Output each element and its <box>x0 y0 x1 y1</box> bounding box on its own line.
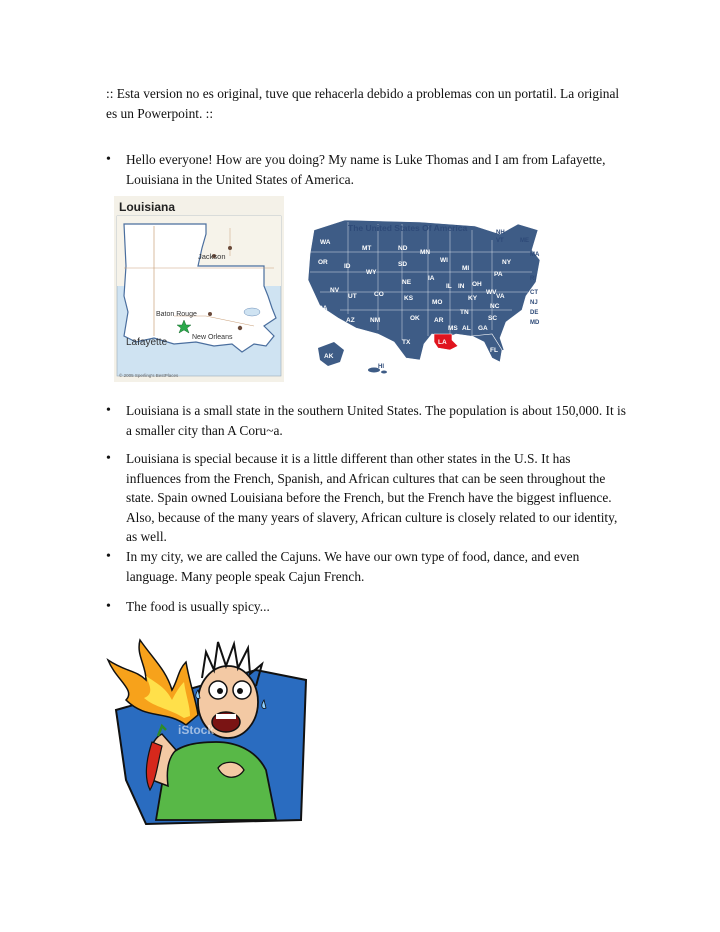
state-label: VT <box>496 238 504 244</box>
state-label: IL <box>446 283 452 290</box>
state-label: AK <box>324 353 334 360</box>
state-label: IA <box>428 275 435 282</box>
state-label: UT <box>348 293 357 300</box>
state-label: AZ <box>346 317 355 324</box>
state-label: NC <box>490 303 500 310</box>
louisiana-map <box>114 196 284 382</box>
bullet-text: Louisiana is a small state in the southern United States. The population is about 150,000. It is a smaller city than A Coru~a. <box>126 403 626 438</box>
state-label: SC <box>488 315 498 322</box>
state-label: FL <box>490 347 498 354</box>
bullet-item <box>106 547 626 586</box>
state-label: OK <box>410 315 420 322</box>
state-label: ME <box>520 238 529 244</box>
bullet-text: Louisiana is special because it is a little different than other states in the U.S. It has influences from the French, Spanish, and African cultures that can be seen throughout the state. Spain owned Louisiana before the French, but the French have the biggest influence. Also, because of the many years of slavery, African culture is closely related to our identity, as well. <box>126 451 618 544</box>
state-label: MI <box>462 265 470 272</box>
state-label: MN <box>420 249 431 256</box>
state-label: CO <box>374 291 384 298</box>
la-map-title: Louisiana <box>119 200 176 214</box>
bullet-symbol: • <box>106 403 111 418</box>
us-map-title: The United States Of America <box>348 223 468 233</box>
state-label: NM <box>370 317 381 324</box>
state-label: OR <box>318 259 328 266</box>
la-city-label: Baton Rouge <box>156 311 197 318</box>
state-label: NJ <box>530 300 538 306</box>
state-label: NY <box>502 259 512 266</box>
bullet-symbol: • <box>106 152 111 167</box>
state-label: WI <box>440 257 448 264</box>
bullet-symbol: • <box>106 599 111 614</box>
usa-map <box>300 210 550 382</box>
state-label: NE <box>402 279 412 286</box>
la-city-label: Lafayette <box>126 337 168 348</box>
state-label: WA <box>320 239 331 246</box>
la-city-label: New Orleans <box>192 334 233 341</box>
bullet-item <box>106 449 626 547</box>
bullet-item <box>106 150 626 189</box>
state-label: MA <box>530 252 540 258</box>
state-label: MO <box>432 299 443 306</box>
state-label: NH <box>496 230 505 236</box>
state-label: MS <box>448 325 458 332</box>
la-city-label: Jackson <box>198 252 226 261</box>
bullet-symbol: • <box>106 451 111 466</box>
bullet-item <box>106 401 626 440</box>
la-map-copyright: © 2005 Sperling's BestPlaces <box>119 373 179 378</box>
bullet-text: Hello everyone! How are you doing? My name is Luke Thomas and I am from Lafayette, Louisiana in the United States of America. <box>126 152 606 187</box>
state-label: MD <box>530 320 540 326</box>
state-label: KY <box>468 295 478 302</box>
state-label: ND <box>398 245 408 252</box>
state-label: CA <box>318 305 328 312</box>
state-label: AL <box>462 325 471 332</box>
state-label: SD <box>398 261 408 268</box>
spicy-food-cartoon <box>106 630 311 825</box>
state-label: CT <box>530 290 538 296</box>
state-label: ID <box>344 263 351 270</box>
intro-note: :: Esta version no es original, tuve que rehacerla debido a problemas con un portatil. La original es un Powerpoint. :: <box>106 86 620 121</box>
state-label: IN <box>458 283 465 290</box>
state-label: KS <box>404 295 414 302</box>
state-label: MT <box>362 245 372 252</box>
state-label: DE <box>530 310 539 316</box>
state-label: TX <box>402 339 411 346</box>
state-label: GA <box>478 325 488 332</box>
bullet-text: In my city, we are called the Cajuns. We have our own type of food, dance, and even language. Many people speak Cajun French. <box>126 549 580 584</box>
state-label: WY <box>366 269 377 276</box>
state-label: WV <box>486 289 497 296</box>
state-label: AR <box>434 317 444 324</box>
bullet-symbol: • <box>106 549 111 564</box>
bullet-item <box>106 597 626 617</box>
state-label: TN <box>460 309 469 316</box>
bullet-text: The food is usually spicy... <box>126 599 270 614</box>
state-label: RI <box>530 276 536 282</box>
cartoon-watermark: iStock <box>178 723 215 737</box>
state-label: PA <box>494 271 503 278</box>
state-label: LA <box>438 339 447 346</box>
state-label: HI <box>378 364 384 370</box>
state-label: VA <box>496 293 505 300</box>
state-label: OH <box>472 281 482 288</box>
state-label: NV <box>330 287 340 294</box>
